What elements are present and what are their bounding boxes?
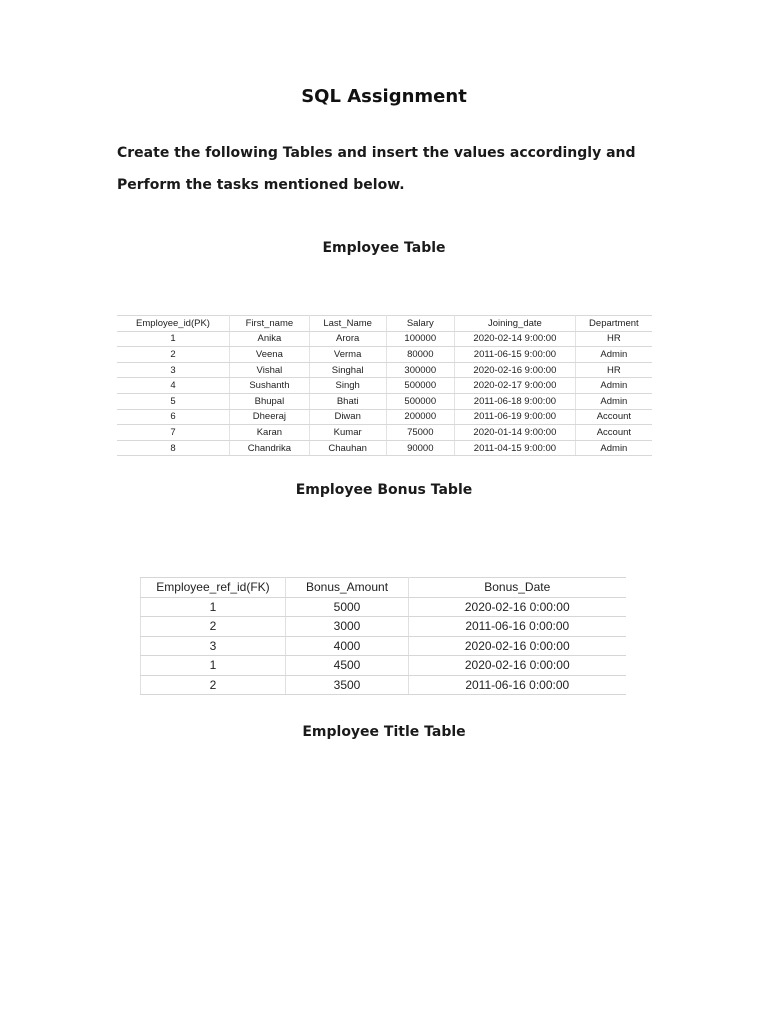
table-cell: HR xyxy=(575,362,652,378)
table-cell: 300000 xyxy=(386,362,455,378)
table-cell: 2020-02-16 0:00:00 xyxy=(409,656,626,676)
title-table-heading: Employee Title Table xyxy=(302,724,466,740)
table-cell: 2020-02-16 0:00:00 xyxy=(409,636,626,656)
table-cell: 2011-06-15 9:00:00 xyxy=(455,347,576,363)
table-cell: 6 xyxy=(117,409,230,425)
table-cell: Veena xyxy=(230,347,310,363)
table-cell: 5 xyxy=(117,393,230,409)
table-cell: 2011-06-16 0:00:00 xyxy=(409,617,626,637)
table-cell: 2020-02-14 9:00:00 xyxy=(455,331,576,347)
table-row xyxy=(141,656,626,676)
table-cell: Bhupal xyxy=(230,393,310,409)
table-cell: 5000 xyxy=(286,597,409,617)
table-cell: Singh xyxy=(309,378,386,394)
intro-line-2: Perform the tasks mentioned below. xyxy=(117,177,405,193)
table-cell: 80000 xyxy=(386,347,455,363)
table-row xyxy=(117,425,652,441)
table-row xyxy=(117,440,652,456)
table-cell: 2 xyxy=(141,675,286,695)
table-cell: 1 xyxy=(141,597,286,617)
table-cell: Chauhan xyxy=(309,440,386,456)
bonus-table-heading: Employee Bonus Table xyxy=(295,482,473,498)
column-header: Employee_id(PK) xyxy=(117,316,230,332)
table-row xyxy=(141,636,626,656)
document-title: SQL Assignment xyxy=(301,86,467,107)
table-cell: Arora xyxy=(309,331,386,347)
table-cell: Account xyxy=(575,409,652,425)
bonus-table xyxy=(140,577,626,695)
table-cell: Chandrika xyxy=(230,440,310,456)
table-cell: 3 xyxy=(117,362,230,378)
table-cell: 1 xyxy=(141,656,286,676)
table-cell: HR xyxy=(575,331,652,347)
table-cell: Singhal xyxy=(309,362,386,378)
table-cell: 500000 xyxy=(386,378,455,394)
column-header: Joining_date xyxy=(455,316,576,332)
table-cell: 2020-01-14 9:00:00 xyxy=(455,425,576,441)
table-row xyxy=(141,675,626,695)
table-cell: Kumar xyxy=(309,425,386,441)
table-cell: 2011-06-19 9:00:00 xyxy=(455,409,576,425)
table-cell: 500000 xyxy=(386,393,455,409)
table-cell: Vishal xyxy=(230,362,310,378)
column-header: First_name xyxy=(230,316,310,332)
table-row xyxy=(117,331,652,347)
table-cell: Bhati xyxy=(309,393,386,409)
column-header: Bonus_Amount xyxy=(286,578,409,598)
table-row xyxy=(141,617,626,637)
table-row xyxy=(117,378,652,394)
table-cell: 2 xyxy=(117,347,230,363)
table-cell: Karan xyxy=(230,425,310,441)
table-row xyxy=(117,347,652,363)
table-cell: Diwan xyxy=(309,409,386,425)
table-cell: 2020-02-16 9:00:00 xyxy=(455,362,576,378)
column-header: Bonus_Date xyxy=(409,578,626,598)
table-cell: 75000 xyxy=(386,425,455,441)
table-cell: 1 xyxy=(117,331,230,347)
table-cell: 200000 xyxy=(386,409,455,425)
table-cell: 3500 xyxy=(286,675,409,695)
table-cell: 2011-04-15 9:00:00 xyxy=(455,440,576,456)
employee-table-heading: Employee Table xyxy=(322,240,446,256)
table-cell: Admin xyxy=(575,347,652,363)
table-cell: 4000 xyxy=(286,636,409,656)
table-row xyxy=(117,393,652,409)
table-cell: 3 xyxy=(141,636,286,656)
column-header: Salary xyxy=(386,316,455,332)
table-cell: 3000 xyxy=(286,617,409,637)
table-cell: Dheeraj xyxy=(230,409,310,425)
table-cell: Admin xyxy=(575,393,652,409)
table-cell: 2011-06-18 9:00:00 xyxy=(455,393,576,409)
table-cell: Admin xyxy=(575,440,652,456)
table-row xyxy=(117,409,652,425)
table-cell: 90000 xyxy=(386,440,455,456)
column-header: Department xyxy=(575,316,652,332)
table-row xyxy=(117,362,652,378)
column-header: Last_Name xyxy=(309,316,386,332)
table-cell: 2 xyxy=(141,617,286,637)
table-cell: 8 xyxy=(117,440,230,456)
table-cell: 100000 xyxy=(386,331,455,347)
table-cell: Verma xyxy=(309,347,386,363)
column-header: Employee_ref_id(FK) xyxy=(141,578,286,598)
table-cell: Sushanth xyxy=(230,378,310,394)
employee-table xyxy=(117,315,652,456)
table-header-row xyxy=(117,316,652,332)
intro-line-1: Create the following Tables and insert the values accordingly and xyxy=(117,145,636,161)
table-cell: 2020-02-16 0:00:00 xyxy=(409,597,626,617)
table-row xyxy=(141,597,626,617)
table-cell: Anika xyxy=(230,331,310,347)
table-cell: Admin xyxy=(575,378,652,394)
table-cell: 2011-06-16 0:00:00 xyxy=(409,675,626,695)
table-cell: 2020-02-17 9:00:00 xyxy=(455,378,576,394)
table-cell: 7 xyxy=(117,425,230,441)
table-cell: 4 xyxy=(117,378,230,394)
table-cell: Account xyxy=(575,425,652,441)
table-cell: 4500 xyxy=(286,656,409,676)
table-header-row xyxy=(141,578,626,598)
